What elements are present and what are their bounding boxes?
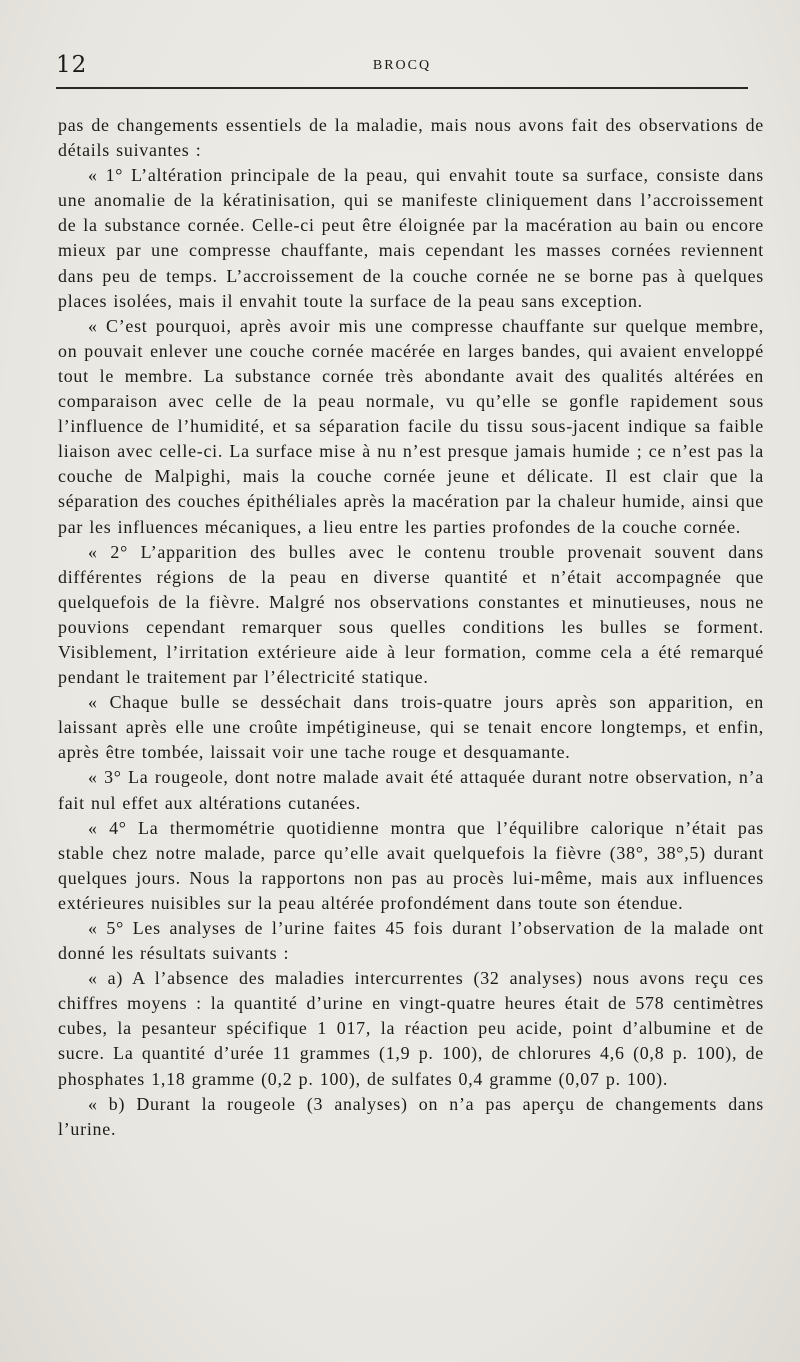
paragraph: « 2° L’apparition des bulles avec le contenu trouble provenait souvent dans différentes régions de la peau en diverse quantité et n’était accompagnée que quelquefois de la fièvre. Malgré nos observations constantes et minutieuses, nous ne pouvions cependant remarquer sous quelles conditions les bulles se forment. Visiblement, l’irritation extérieure aide à leur formation, comme cela a été remarqué pendant le traitement par l’électricité statique. — [58, 541, 764, 688]
paragraph: « 3° La rougeole, dont notre malade avait été attaquée durant notre observation, n’a fait nul effet aux altérations cutanées. — [58, 767, 764, 813]
page-number: 12 — [56, 52, 88, 78]
paragraph: « 4° La thermométrie quotidienne montra que l’équilibre calorique n’était pas stable chez notre malade, parce qu’elle avait quelquefois la fièvre (38°, 38°,5) durant quelques jours. Nous la rapportons non pas au procès lui-même, mais aux influences extérieures nuisibles sur la peau altérée profondément dans toute son étendue. — [58, 817, 764, 913]
paragraph: « 5° Les analyses de l’urine faites 45 fois durant l’observation de la malade ont donné les résultats suivants : — [58, 918, 764, 964]
page-header — [56, 52, 748, 86]
paragraph: « C’est pourquoi, après avoir mis une compresse chauffante sur quelque membre, on pouvait enlever une couche cornée macérée en larges bandes, qui avaient enveloppé tout le membre. La substance cornée très abondante avait des qualités altérées en comparaison avec celle de la peau normale, vu qu’elle se gonfle rapidement sous l’influence de l’humidité, et sa séparation facile du tissu sous-jacent indique sa faible liaison avec celle-ci. La surface mise à nu n’est presque jamais humide ; ce n’est pas la couche de Malpighi, mais la couche cornée jeune et délicate. Il est clair que la séparation des couches épithéliales après la macération par la chaleur humide, ainsi que par les influences mécaniques, a lieu entre les parties profondes de la couche cornée. — [58, 315, 764, 537]
paragraph: « 1° L’altération principale de la peau, qui envahit toute sa surface, consiste dans une anomalie de la kératinisation, qui se manifeste cliniquement dans l’accroissement de la substance cornée. Celle-ci peut être éloignée par la macération au bain ou encore mieux par une compresse chauffante, mais cependant les masses cornées reviennent dans peu de temps. L’accroissement de la couche cornée ne se borne pas à quelques places isolées, mais il envahit toute la surface de la peau sans exception. — [58, 165, 764, 311]
header-rule — [56, 87, 748, 89]
paragraph: « b) Durant la rougeole (3 analyses) on n’a pas aperçu de changements dans l’urine. — [58, 1093, 764, 1139]
paragraph: pas de changements essentiels de la maladie, mais nous avons fait des observations de détails suivantes : — [58, 115, 764, 161]
body-text — [58, 113, 764, 1142]
running-head: BROCQ — [372, 58, 432, 73]
paragraph: « a) A l’absence des maladies intercurrentes (32 analyses) nous avons reçu ces chiffres moyens : la quantité d’urine en vingt-quatre heures était de 578 centimètres cubes, la pesanteur spécifique 1 017, la réaction peu acide, point d’albumine et de sucre. La quantité d’urée 11 grammes (1,9 p. 100), de chlorures 4,6 (0,8 p. 100), de phosphates 1,18 gramme (0,2 p. 100), de sulfates 0,4 gramme (0,07 p. 100). — [58, 968, 764, 1089]
paragraph: « Chaque bulle se desséchait dans trois-quatre jours après son apparition, en laissant après elle une croûte impétigineuse, qui se tenait encore longtemps, et enfin, après être tombée, laissait voir une tache rouge et desquamante. — [58, 692, 764, 763]
